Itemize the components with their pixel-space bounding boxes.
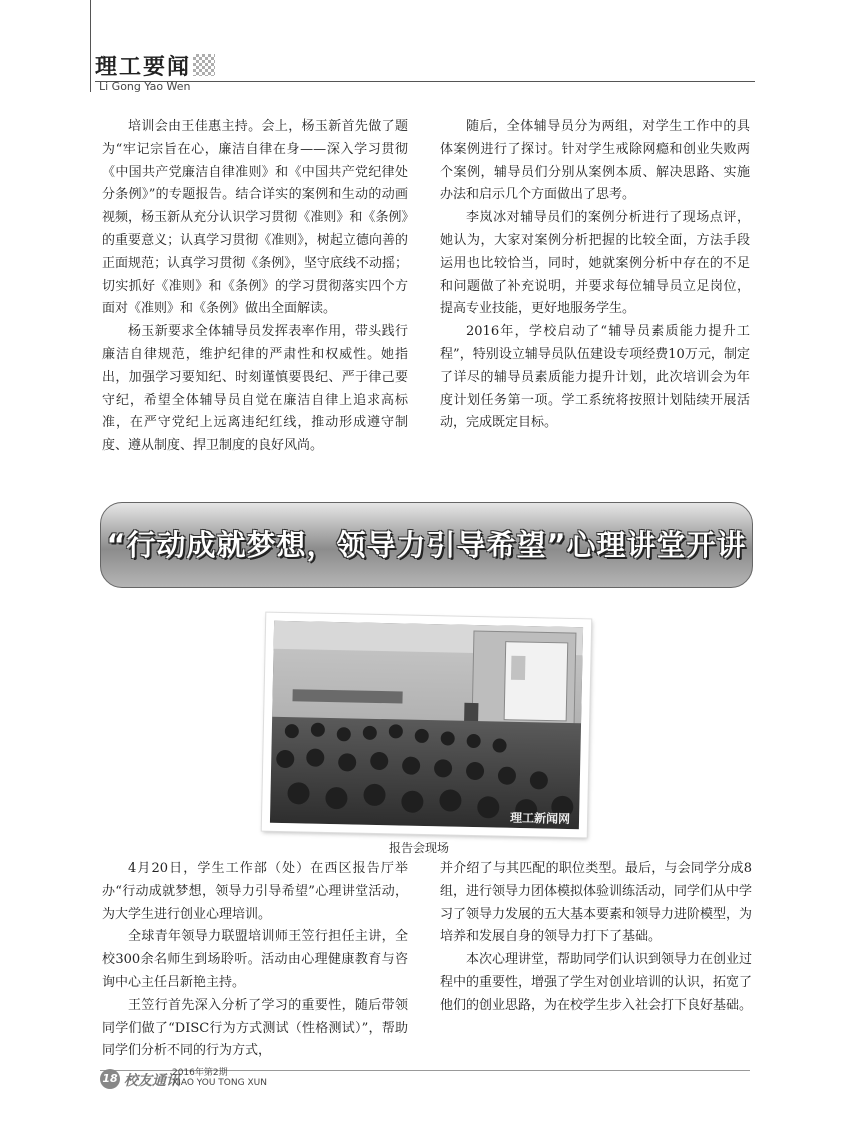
- header-rule: [95, 81, 755, 82]
- checker-pattern-icon: [193, 54, 215, 76]
- section-title: 理工要闻: [95, 55, 192, 80]
- article-title: “行动成就梦想，领导力引导希望”心理讲堂开讲: [106, 528, 747, 562]
- paragraph: 全球青年领导力联盟培训师王笠行担任主讲，全校300余名师生到场聆听。活动由心理健康教育与咨询中心主任吕新艳主持。: [102, 929, 408, 990]
- magazine-pinyin: XIAO YOU TONG XUN: [172, 1078, 267, 1088]
- paragraph: 王笠行首先深入分析了学习的重要性，随后带领同学们做了“DISC行为方式测试（性格测试）”，帮助同学们分析不同的行为方式，: [102, 997, 408, 1059]
- paragraph: 培训会由王佳惠主持。会上，杨玉新首先做了题为“牢记宗旨在心，廉洁自律在身——深入学习贯彻《中国共产党廉洁自律准则》和《中国共产党纪律处分条例》”的专题报告。结合详实的案例和生动的动画视频，杨玉新从充分认识学习贯彻《准则》和《条例》的重要意义；认真学习贯彻《准则》，树起立德向善的正面规范；认真学习贯彻《条例》，坚守底线不动摇；切实抓好《准则》和《条例》的学习贯彻落实四个方面对《准则》和《条例》做出全面解读。: [102, 119, 408, 317]
- issue-number: 2016年第2期: [172, 1068, 228, 1078]
- issue-info: [172, 1068, 267, 1088]
- paragraph: 2016年，学校启动了“辅导员素质能力提升工程”，特别设立辅导员队伍建设专项经费10万元，制定了详尽的辅导员素质能力提升计划，此次培训会为年度计划任务第一项。学工系统将按照计划陆续开展活动，完成既定目标。: [440, 324, 750, 431]
- paragraph: 并介绍了与其匹配的职位类型。最后，与会同学分成8组，进行领导力团体模拟体验训练活动，同学们从中学习了领导力发展的五大基本要素和领导力进阶模型，为培养和发展自身的领导力打下了基础。: [440, 861, 753, 945]
- page-number: 18: [100, 1069, 120, 1089]
- section-header: [95, 50, 192, 93]
- magazine-name: 校友通讯: [124, 1073, 180, 1089]
- article-title-banner: [100, 502, 753, 588]
- article1-column-left: [102, 116, 408, 458]
- photo-caption: 报告会现场: [389, 841, 450, 855]
- header-vertical-rule: [90, 0, 91, 92]
- article2-column-right: [440, 858, 752, 1018]
- photo-watermark: 理工新闻网: [509, 810, 571, 827]
- article1-column-right: [440, 116, 750, 435]
- paragraph: 4月20日，学生工作部（处）在西区报告厅举办“行动成就梦想，领导力引导希望”心理讲堂活动，为大学生进行创业心理培训。: [102, 861, 408, 922]
- paragraph: 杨玉新要求全体辅导员发挥表率作用，带头践行廉洁自律规范，维护纪律的严肃性和权威性。她指出，加强学习要知纪、时刻谨慎要畏纪、严于律己要守纪，希望全体辅导员自觉在廉洁自律上追求高标准，在严守党纪上远离违纪红线，推动形成遵守制度、遵从制度、捍卫制度的良好风尚。: [102, 324, 408, 454]
- paragraph: 本次心理讲堂，帮助同学们认识到领导力在创业过程中的重要性，增强了学生对创业培训的认识，拓宽了他们的创业思路，为在校学生步入社会打下良好基础。: [440, 952, 753, 1013]
- article2-column-left: [102, 858, 408, 1063]
- paragraph: 李岚冰对辅导员们的案例分析进行了现场点评，她认为，大家对案例分析把握的比较全面，方法手段运用也比较恰当，同时，她就案例分析中存在的不足和问题做了补充说明，并要求每位辅导员立足岗位，提高专业技能，更好地服务学生。: [440, 210, 750, 317]
- paragraph: 随后，全体辅导员分为两组，对学生工作中的具体案例进行了探讨。针对学生戒除网瘾和创业失败两个案例，辅导员们分别从案例本质、解决思路、实施办法和启示几个方面做出了思考。: [440, 119, 750, 203]
- section-pinyin: Li Gong Yao Wen: [99, 80, 191, 93]
- lecture-photo: [262, 613, 591, 838]
- lecture-hall-image: [270, 621, 583, 829]
